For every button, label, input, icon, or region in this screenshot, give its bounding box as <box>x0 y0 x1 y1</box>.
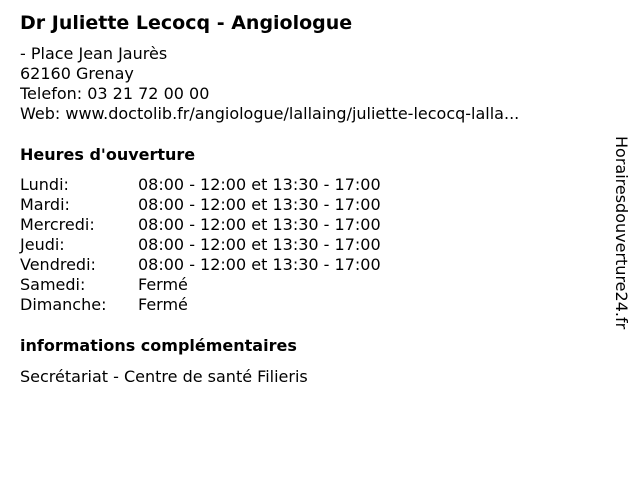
time-value: Fermé <box>138 295 188 314</box>
website-link[interactable]: Web: www.doctolib.fr/angiologue/lallaing/juliette-lecocq-lalla... <box>20 104 520 123</box>
day-label: Samedi: <box>20 275 86 294</box>
additional-info-heading: informations complémentaires <box>20 336 297 355</box>
hours-row-wednesday <box>20 215 600 235</box>
time-value: 08:00 - 12:00 et 13:30 - 17:00 <box>138 175 381 194</box>
day-label: Mercredi: <box>20 215 95 234</box>
address-city: 62160 Grenay <box>20 64 134 83</box>
phone-number: Telefon: 03 21 72 00 00 <box>20 84 210 103</box>
hours-row-friday <box>20 255 600 275</box>
opening-hours-heading: Heures d'ouverture <box>20 145 196 164</box>
business-card <box>20 10 600 387</box>
hours-row-sunday <box>20 295 600 315</box>
day-label: Dimanche: <box>20 295 107 314</box>
time-value: 08:00 - 12:00 et 13:30 - 17:00 <box>138 195 381 214</box>
time-value: 08:00 - 12:00 et 13:30 - 17:00 <box>138 255 381 274</box>
hours-row-tuesday <box>20 195 600 215</box>
day-label: Mardi: <box>20 195 70 214</box>
address-block <box>20 44 600 124</box>
address-street: - Place Jean Jaurès <box>20 44 168 63</box>
hours-row-monday <box>20 175 600 195</box>
day-label: Vendredi: <box>20 255 96 274</box>
site-watermark: Horairesdouverture24.fr <box>612 136 631 330</box>
day-label: Jeudi: <box>20 235 65 254</box>
page-title: Dr Juliette Lecocq - Angiologue <box>20 12 353 34</box>
additional-info-text: Secrétariat - Centre de santé Filieris <box>20 367 308 386</box>
time-value: 08:00 - 12:00 et 13:30 - 17:00 <box>138 215 381 234</box>
day-label: Lundi: <box>20 175 69 194</box>
hours-row-saturday <box>20 275 600 295</box>
time-value: Fermé <box>138 275 188 294</box>
hours-row-thursday <box>20 235 600 255</box>
time-value: 08:00 - 12:00 et 13:30 - 17:00 <box>138 235 381 254</box>
opening-hours-table <box>20 175 600 315</box>
